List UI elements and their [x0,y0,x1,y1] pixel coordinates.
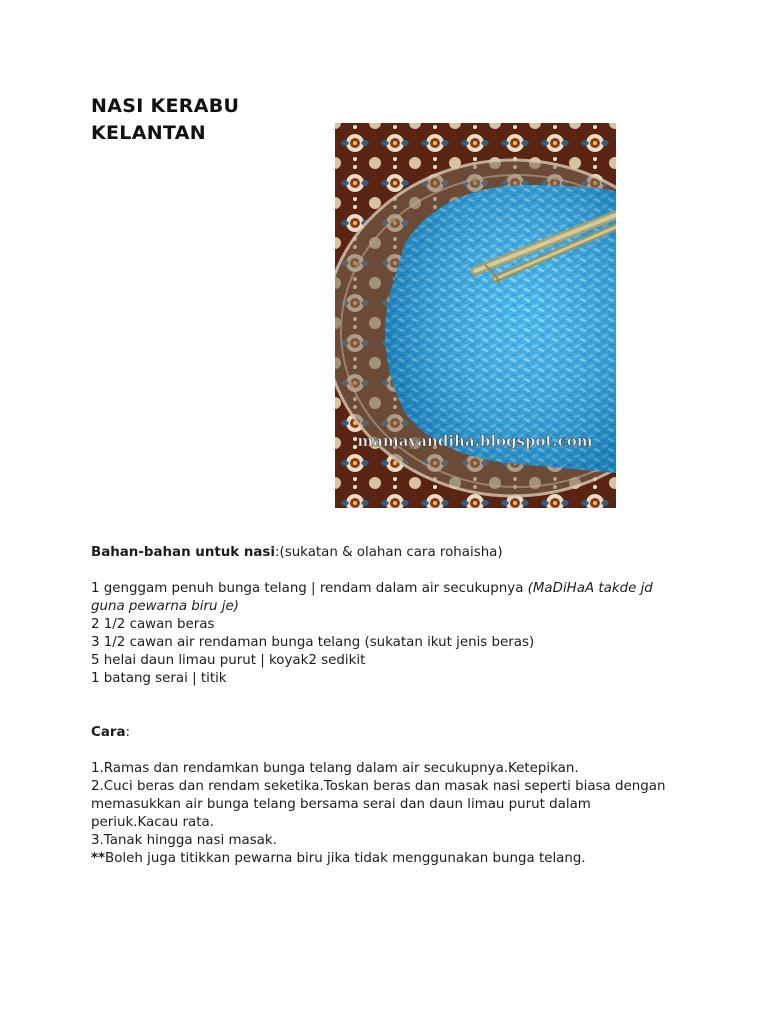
method-note [91,850,681,868]
ingredient-item: 2 1/2 cawan beras [91,617,215,632]
method-heading: Cara [91,725,126,740]
ingredients-heading-line [91,544,681,562]
ingredient-item-1-text: 1 genggam penuh bunga telang | rendam dalam air secukupnya [91,581,528,596]
recipe-body [91,544,681,868]
method-step: 1.Ramas dan rendamkan bunga telang dalam air secukupnya.Ketepikan. [91,761,579,776]
method-step: 3.Tanak hingga nasi masak. [91,833,277,848]
ingredients-note: (sukatan & olahan cara rohaisha) [279,545,503,560]
method-note-text: Boleh juga titikkan pewarna biru jika tidak menggunakan bunga telang. [105,851,586,866]
ingredients-heading: Bahan-bahan untuk nasi [91,545,275,560]
ingredient-item: 1 batang serai | titik [91,671,227,686]
photo-watermark: mamayandiha.blogspot.com [357,432,593,450]
ingredient-item-1-note: (MaDiHaA takde jd guna pewarna biru je) [91,581,653,614]
ingredient-item [91,580,681,616]
method-note-prefix: ** [91,851,106,866]
nasi-kerabu-photo [335,123,616,508]
recipe-title-line-1: NASI KERABU [91,95,240,117]
ingredient-item: 5 helai daun limau purut | koyak2 sedikit [91,653,366,668]
method-step: 2.Cuci beras dan rendam seketika.Toskan beras dan masak nasi seperti biasa dengan memasukkan air bunga telang bersama serai dan daun limau purut dalam periuk.Kacau rata. [91,779,666,830]
recipe-title [91,93,239,147]
ingredients-heading-colon: : [274,545,280,560]
method-heading-colon: : [125,725,131,740]
ingredient-item: 3 1/2 cawan air rendaman bunga telang (sukatan ikut jenis beras) [91,635,535,650]
method-heading-line [91,724,681,742]
recipe-title-line-2: KELANTAN [91,122,206,144]
